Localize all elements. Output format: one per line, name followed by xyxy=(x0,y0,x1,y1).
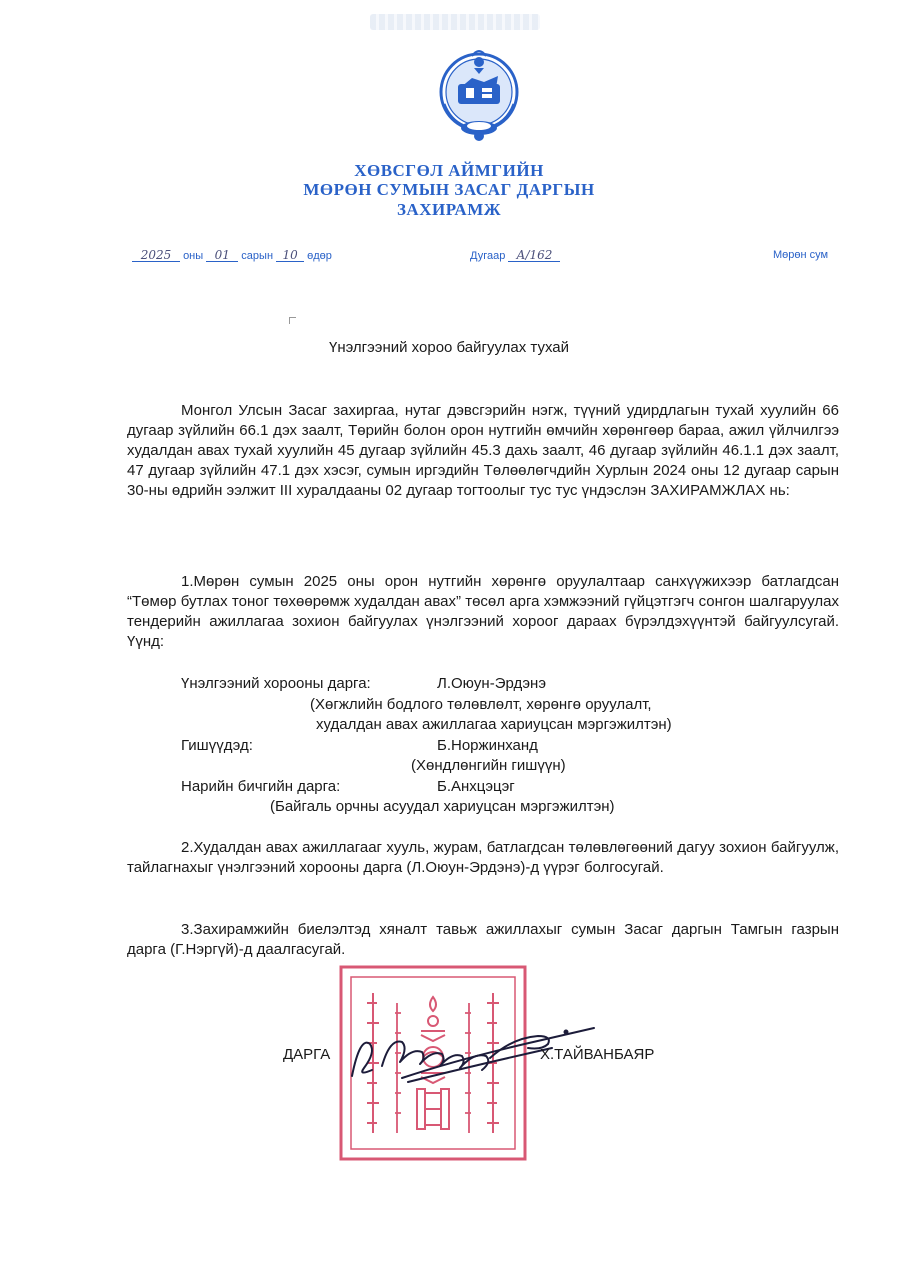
clause-1: 1.Мөрөн сумын 2025 оны орон нутгийн хөрөнгө оруулалтаар санхүүжихээр батлагдсан “Төмөр бутлах тоног төхөөрөмж худалдан авах” төсөл арга хэмжээний гүйцэтгэгч сонгон шалгаруулах тендерийн ажиллагаа зохион байгуулах үнэлгээний хороог дараах бүрэлдэхүүнтэй байгуулсугай. Үүнд: xyxy=(127,573,839,650)
faint-watermark-strip xyxy=(370,14,540,30)
chair-description-2: худалдан авах ажиллагаа хариуцсан мэргэжилтэн) xyxy=(316,716,672,733)
member-description: (Хөндлөнгийн гишүүн) xyxy=(411,757,566,774)
date-year: 2025 xyxy=(132,249,180,262)
signatory-name: Х.ТАЙВАНБАЯР xyxy=(540,1046,655,1063)
decree-number xyxy=(470,249,560,262)
state-emblem-icon xyxy=(436,44,522,144)
decree-date xyxy=(132,249,332,262)
clause-3: 3.Захирамжийн биелэлтэд хяналт тавьж ажиллахыг сумын Засаг даргын Тамгын газрын дарга (Г.Нэргүй)-д даалгасугай. xyxy=(127,921,839,958)
date-month-suffix: сарын xyxy=(241,250,274,262)
corner-mark xyxy=(289,317,296,324)
chair-description-1: (Хөгжлийн бодлого төлөвлөлт, хөрөнгө оруулалт, xyxy=(310,696,652,713)
signatory-position: ДАРГА xyxy=(283,1046,331,1063)
decree-title: Үнэлгээний хороо байгуулах тухай xyxy=(328,339,570,356)
clause-2: 2.Худалдан авах ажиллагааг хууль, журам, батлагдсан төлөвлөгөөний дагуу зохион байгуулж, тайлагнахыг үнэлгээний хорооны дарга (Л.Оюун-Эрдэнэ)-д үүрэг болгосугай. xyxy=(127,839,839,876)
date-year-suffix: оны xyxy=(183,250,204,262)
number-label: Дугаар xyxy=(470,250,506,262)
secretary-description: (Байгаль орчны асуудал хариуцсан мэргэжилтэн) xyxy=(270,798,615,815)
org-name-soum-governor: МӨРӨН СУМЫН ЗАСАГ ДАРГЫН xyxy=(303,180,595,199)
decree-place: Мөрөн сум xyxy=(773,249,829,261)
chair-role: Үнэлгээний хорооны дарга: xyxy=(181,675,371,692)
secretary-role: Нарийн бичгийн дарга: xyxy=(181,778,341,795)
member-name: Б.Норжинханд xyxy=(437,737,538,754)
document-type-heading: ЗАХИРАМЖ xyxy=(396,200,502,219)
secretary-name: Б.Анхцэцэг xyxy=(437,778,515,795)
members-role: Гишүүдэд: xyxy=(181,737,253,754)
date-month: 01 xyxy=(206,249,238,262)
date-day: 10 xyxy=(276,249,304,262)
date-day-suffix: өдөр xyxy=(307,250,332,262)
intro-paragraph: Монгол Улсын Засаг захиргаа, нутаг дэвсгэрийн нэгж, түүний удирдлагын тухай хуулийн 66 дугаар зүйлийн 66.1 дэх заалт, Төрийн болон орон нутгийн өмчийн хөрөнгөөр бараа, ажил үйлчилгээ худалдан авах тухай хуулийн 45 дугаар зүйлийн 45.3 дахь заалт, 46 дугаар зүйлийн 46.1.1 дэх заалт, 47 дугаар зүйлийн 47.1 дэх хэсэг, сумын иргэдийн Төлөөлөгчдийн Хурлын 2024 оны 12 дугаар сарын 30-ны өдрийн ээлжит III хуралдааны 02 дугаар тогтоолыг тус тус үндэслэн ЗАХИРАМЖЛАХ нь: xyxy=(127,402,839,499)
org-name-aimag: ХӨВСГӨЛ АЙМГИЙН xyxy=(354,161,544,180)
number-value: А/162 xyxy=(508,249,560,262)
chair-name: Л.Оюун-Эрдэнэ xyxy=(437,675,546,692)
